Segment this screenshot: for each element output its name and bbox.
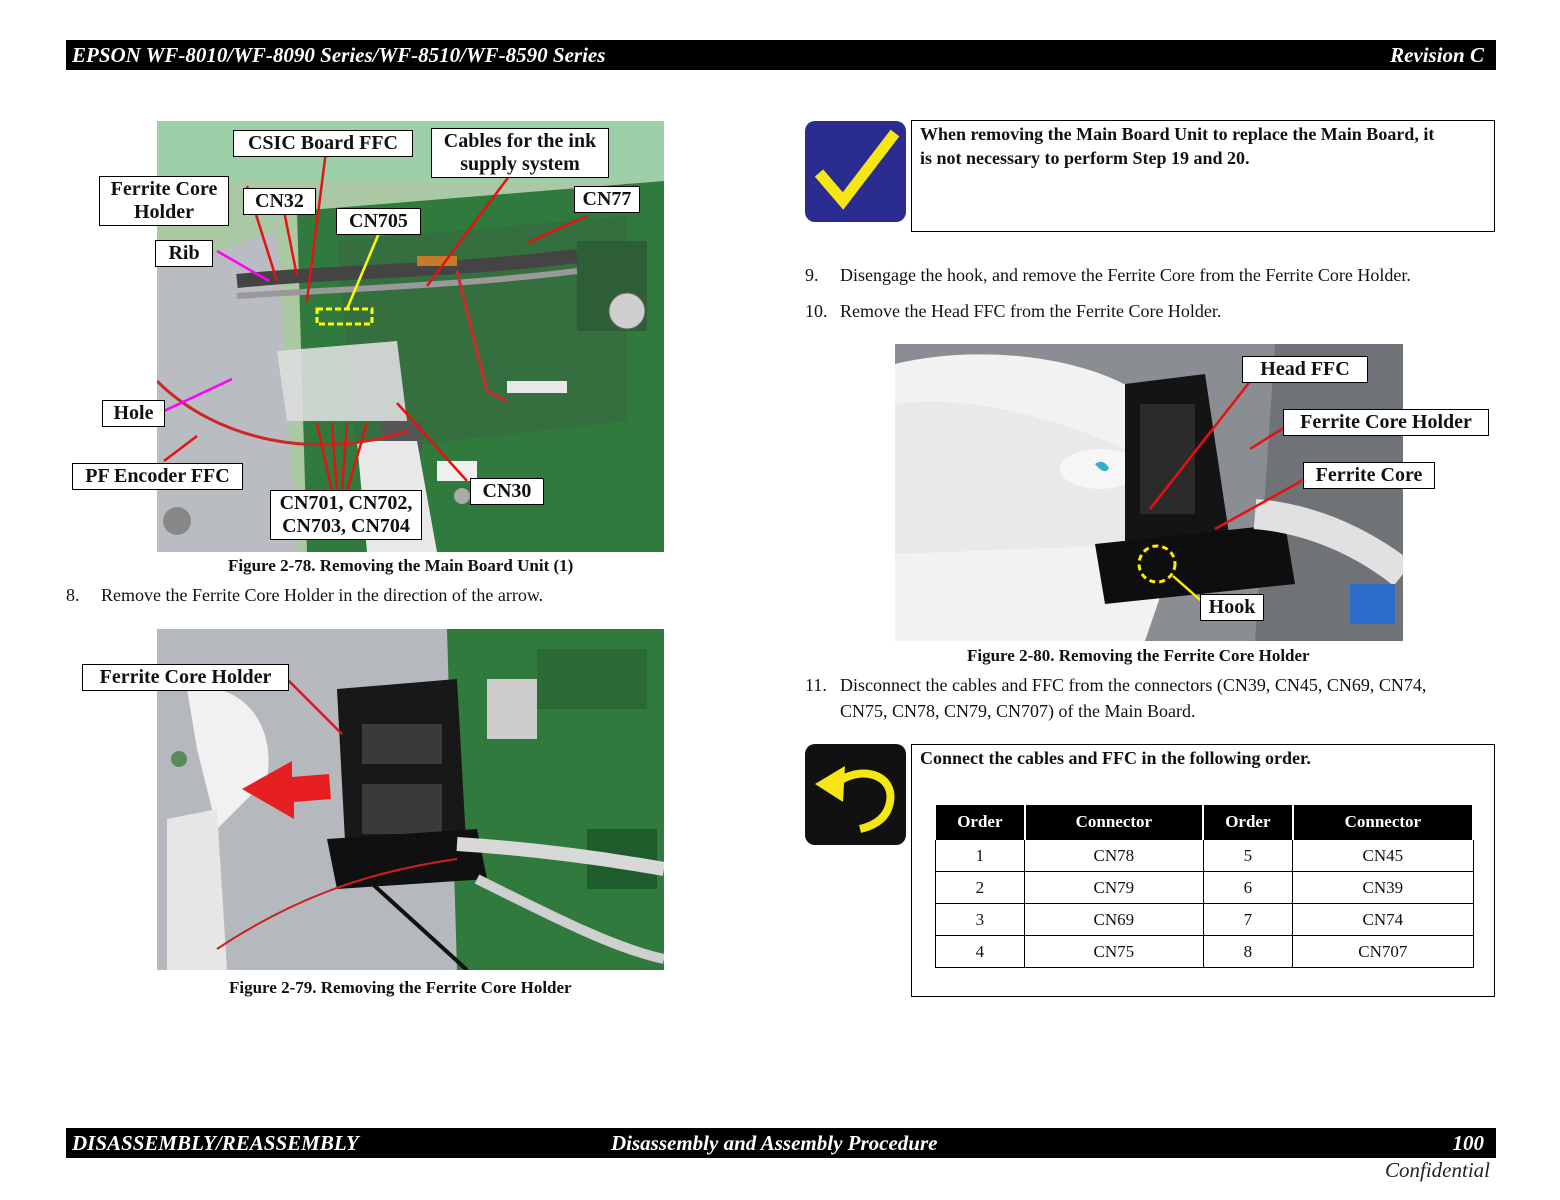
check-note-line1: When removing the Main Board Unit to replace the Main Board, it (920, 124, 1435, 144)
check-note-icon (805, 121, 906, 222)
cell-connector: CN39 (1293, 872, 1473, 904)
step-8-number: 8. (66, 585, 80, 605)
label-ferrite-core-holder-79: Ferrite Core Holder (82, 664, 289, 691)
table-header-row (935, 805, 1473, 840)
page-header (66, 40, 1496, 70)
figure-80-photo (895, 344, 1403, 641)
step-9-text: Disengage the hook, and remove the Ferrite Core from the Ferrite Core Holder. (840, 265, 1411, 285)
header-revision: Revision C (1390, 42, 1484, 67)
cell-order: 8 (1203, 936, 1293, 968)
step-9-number: 9. (805, 265, 819, 285)
connector-order-table (934, 805, 1474, 968)
label-hook: Hook (1200, 594, 1264, 621)
label-rib: Rib (155, 240, 213, 267)
confidential-mark: Confidential (1385, 1158, 1490, 1182)
cell-connector: CN75 (1025, 936, 1203, 968)
figure-78-caption: Figure 2-78. Removing the Main Board Unit (1) (228, 556, 574, 575)
step-11-text (840, 672, 1426, 724)
step-9 (805, 262, 1495, 288)
label-cn30: CN30 (470, 478, 544, 505)
label-cn77: CN77 (574, 186, 640, 213)
table-row (935, 872, 1473, 904)
reassembly-note-text: Connect the cables and FFC in the following order. (920, 748, 1311, 768)
cell-order: 4 (935, 936, 1025, 968)
figure-80-caption: Figure 2-80. Removing the Ferrite Core Holder (967, 646, 1310, 665)
cell-connector: CN707 (1293, 936, 1473, 968)
cell-order: 5 (1203, 840, 1293, 872)
check-note-line2: is not necessary to perform Step 19 and 20. (920, 148, 1250, 168)
label-cn701-cn704 (270, 490, 422, 540)
label-hole: Hole (102, 400, 165, 427)
label-ferrite-core-holder-80: Ferrite Core Holder (1283, 409, 1489, 436)
cell-order: 7 (1203, 904, 1293, 936)
table-row (935, 840, 1473, 872)
step-8 (66, 582, 716, 608)
page-footer (66, 1128, 1496, 1158)
header-order-1: Order (935, 805, 1025, 840)
footer-chapter: Disassembly and Assembly Procedure (611, 1130, 938, 1155)
step-10-text: Remove the Head FFC from the Ferrite Core Holder. (840, 301, 1222, 321)
header-connector-2: Connector (1293, 805, 1473, 840)
cell-connector: CN74 (1293, 904, 1473, 936)
label-csic-board-ffc: CSIC Board FFC (233, 130, 413, 157)
label-ferrite-core: Ferrite Core (1303, 462, 1435, 489)
cell-order: 1 (935, 840, 1025, 872)
label-cn701-line1: CN701, CN702, (279, 492, 413, 514)
header-connector-1: Connector (1025, 805, 1203, 840)
table-row (935, 904, 1473, 936)
label-ink-line1: Cables for the ink (443, 130, 597, 152)
label-ferrite-core-holder (99, 176, 229, 226)
cell-order: 3 (935, 904, 1025, 936)
cell-connector: CN78 (1025, 840, 1203, 872)
step-11 (805, 672, 1495, 724)
check-note-text (920, 122, 1490, 170)
label-cn32: CN32 (243, 188, 316, 215)
step-11-line2: CN75, CN78, CN79, CN707) of the Main Board. (840, 701, 1196, 721)
footer-section: DISASSEMBLY/REASSEMBLY (72, 1130, 359, 1155)
step-11-number: 11. (805, 675, 827, 695)
header-title: EPSON WF-8010/WF-8090 Series/WF-8510/WF-8590 Series (72, 42, 606, 67)
step-11-line1: Disconnect the cables and FFC from the connectors (CN39, CN45, CN69, CN74, (840, 675, 1427, 695)
cell-order: 6 (1203, 872, 1293, 904)
label-ink-line2: supply system (460, 153, 580, 175)
reassembly-note-icon (805, 744, 906, 845)
label-fch-line2: Holder (134, 201, 194, 223)
label-cn701-line2: CN703, CN704 (282, 515, 410, 537)
label-head-ffc: Head FFC (1242, 356, 1368, 383)
label-cn705: CN705 (336, 208, 421, 235)
page-number: 100 (1452, 1130, 1484, 1155)
cell-order: 2 (935, 872, 1025, 904)
header-order-2: Order (1203, 805, 1293, 840)
figure-79-caption: Figure 2-79. Removing the Ferrite Core Holder (229, 978, 572, 997)
step-10 (805, 298, 1495, 324)
cell-connector: CN45 (1293, 840, 1473, 872)
cell-connector: CN79 (1025, 872, 1203, 904)
label-fch-line1: Ferrite Core (110, 178, 218, 200)
step-8-text: Remove the Ferrite Core Holder in the direction of the arrow. (101, 585, 544, 605)
cell-connector: CN69 (1025, 904, 1203, 936)
label-pf-encoder-ffc: PF Encoder FFC (72, 463, 243, 490)
step-10-number: 10. (805, 301, 828, 321)
label-ink-supply-cables (431, 128, 609, 178)
table-row (935, 936, 1473, 968)
